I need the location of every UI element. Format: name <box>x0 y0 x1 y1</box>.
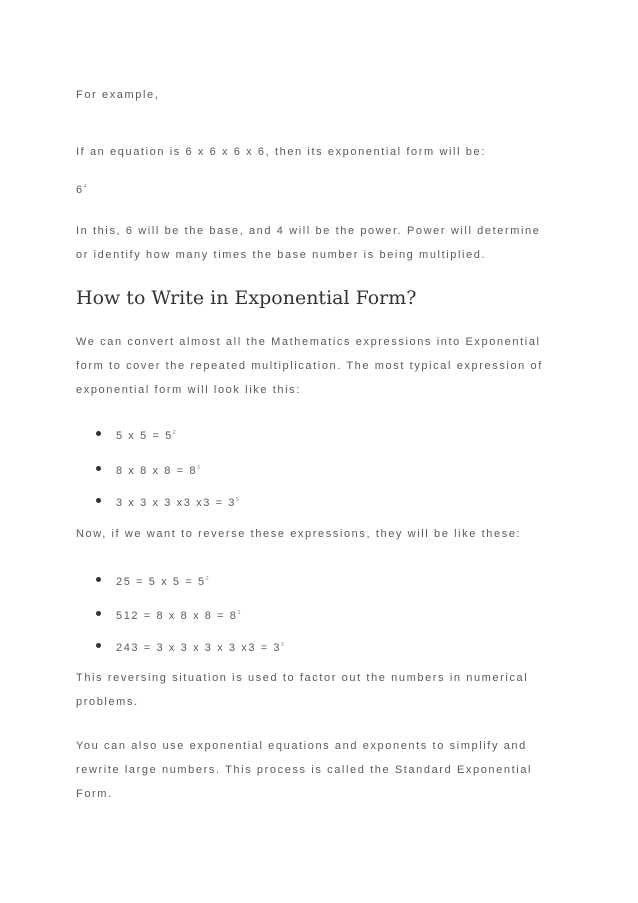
paragraph-equation: If an equation is 6 x 6 x 6 x 6, then its exponential form will be: <box>76 146 486 158</box>
paragraph-base-power-line1: In this, 6 will be the base, and 4 will be the power. Power will determine <box>76 225 541 237</box>
exponent: 4 <box>83 184 87 190</box>
bullet-icon <box>96 466 101 471</box>
paragraph-for-example: For example, <box>76 89 160 101</box>
section-heading: How to Write in Exponential Form? <box>76 287 417 309</box>
paragraph-convert-line3: exponential form will look like this: <box>76 384 301 396</box>
bullet-icon <box>96 431 101 436</box>
paragraph-convert-line1: We can convert almost all the Mathematics expressions into Exponential <box>76 336 541 348</box>
base-number: 6 <box>76 184 84 196</box>
paragraph-standard-line2: rewrite large numbers. This process is called the Standard Exponential <box>76 764 533 776</box>
paragraph-reverse: Now, if we want to reverse these expressions, they will be like these: <box>76 528 522 540</box>
paragraph-reversing-line2: problems. <box>76 696 139 708</box>
bullet-icon <box>96 643 101 648</box>
paragraph-reversing-line1: This reversing situation is used to factor out the numbers in numerical <box>76 672 529 684</box>
paragraph-standard-line3: Form. <box>76 788 113 800</box>
bullet-icon <box>96 577 101 582</box>
bullet-icon <box>96 611 101 616</box>
paragraph-base-power-line2: or identify how many times the base number is being multiplied. <box>76 249 487 261</box>
paragraph-standard-line1: You can also use exponential equations and exponents to simplify and <box>76 740 527 752</box>
paragraph-exponential-result <box>76 177 566 200</box>
bullet-icon <box>96 498 101 503</box>
paragraph-convert-line2: form to cover the repeated multiplication. The most typical expression of <box>76 360 543 372</box>
